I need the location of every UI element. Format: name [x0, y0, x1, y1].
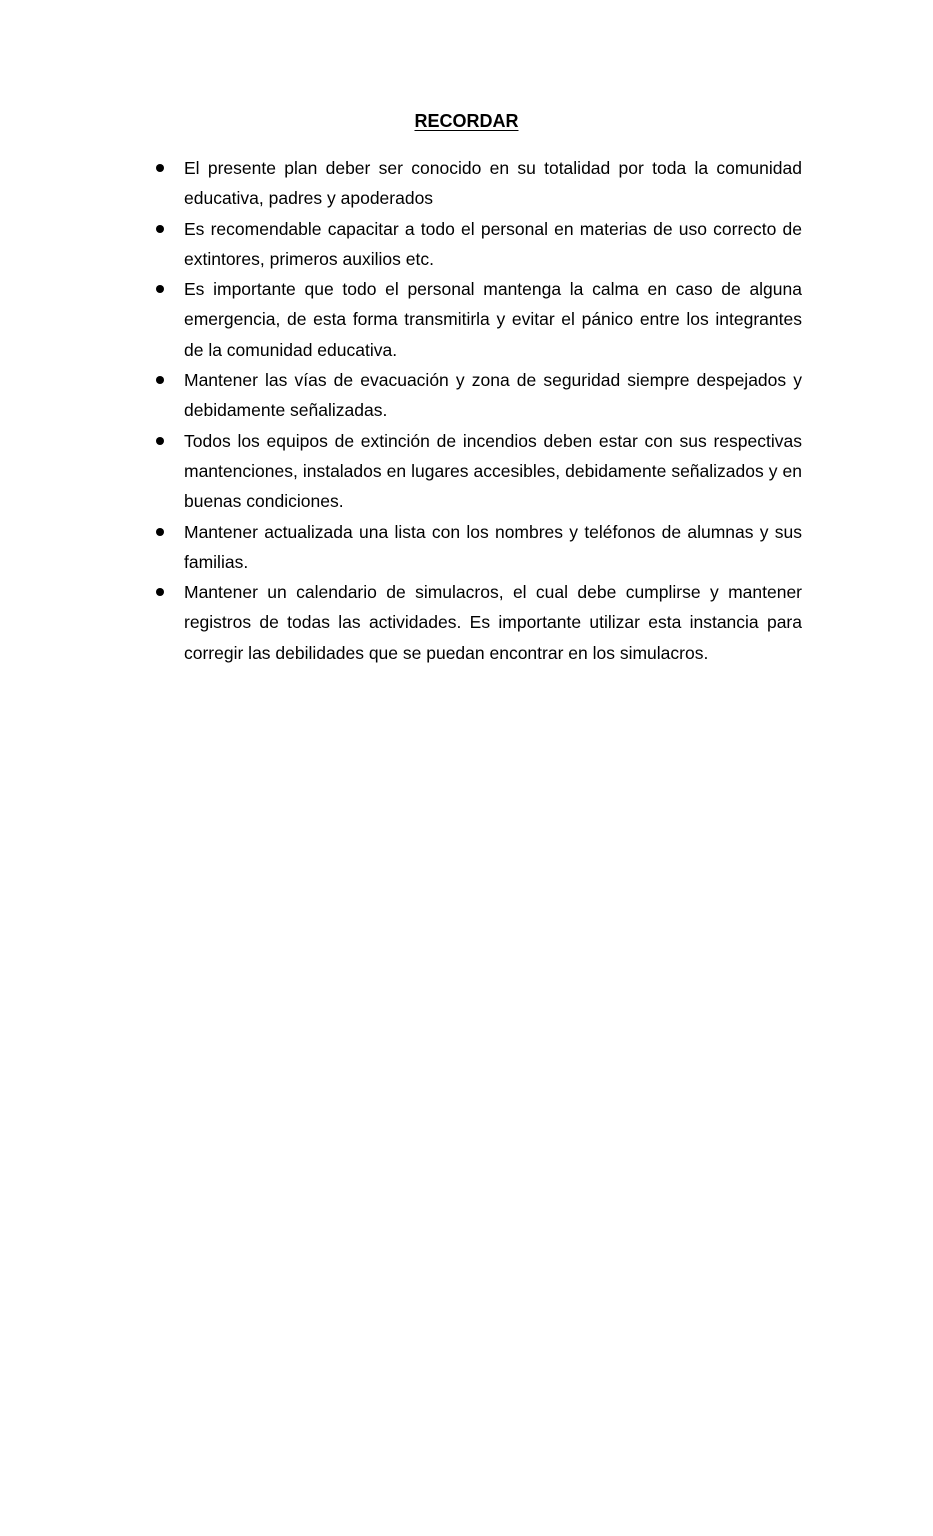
- bullet-icon: [156, 376, 164, 384]
- list-item-text: El presente plan deber ser conocido en su totalidad por toda la comunidad educativa, padres y apoderados: [184, 158, 802, 209]
- bullet-icon: [156, 528, 164, 536]
- list-item: [152, 274, 802, 365]
- list-item: [152, 214, 802, 275]
- list-item: [152, 365, 802, 426]
- bullet-icon: [156, 164, 164, 172]
- list-item: [152, 426, 802, 517]
- list-item-text: Mantener las vías de evacuación y zona de seguridad siempre despejados y debidamente señalizadas.: [184, 370, 802, 421]
- list-item-text: Es importante que todo el personal mantenga la calma en caso de alguna emergencia, de esta forma transmitirla y evitar el pánico entre los integrantes de la comunidad educativa.: [184, 279, 802, 360]
- list-item-text: Es recomendable capacitar a todo el personal en materias de uso correcto de extintores, primeros auxilios etc.: [184, 218, 802, 269]
- bullet-icon: [156, 285, 164, 293]
- list-item: [152, 517, 802, 578]
- list-item: [152, 153, 802, 214]
- bullet-icon: [156, 588, 164, 596]
- bullet-icon: [156, 225, 164, 233]
- list-item-text: Todos los equipos de extinción de incendios deben estar con sus respectivas mantenciones, instalados en lugares accesibles, debidamente señalizados y en buenas condiciones.: [184, 430, 802, 512]
- list-item-text: Mantener un calendario de simulacros, el cual debe cumplirse y mantener registros de todas las actividades. Es importante utilizar esta instancia para corregir las debilidades que se puedan encontrar en los simulacros.: [184, 582, 802, 663]
- reminder-list: [152, 153, 802, 668]
- document-title: RECORDAR: [414, 111, 519, 131]
- list-item-text: Mantener actualizada una lista con los nombres y teléfonos de alumnas y sus familias.: [184, 521, 802, 572]
- list-item: [152, 577, 802, 668]
- bullet-icon: [156, 437, 164, 445]
